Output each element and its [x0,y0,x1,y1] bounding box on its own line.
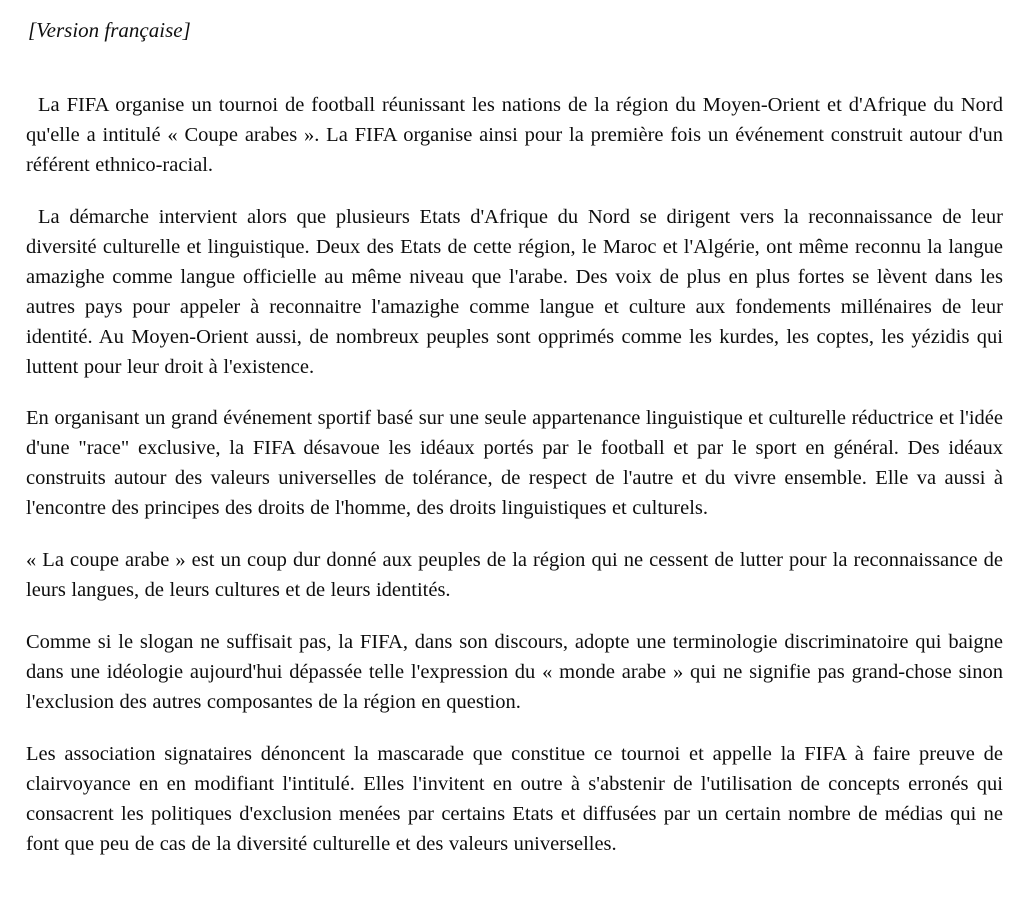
version-note: [Version française] [28,18,191,42]
paragraph: « La coupe arabe » est un coup dur donné aux peuples de la région qui ne cessent de lutter pour la reconnaissance de leurs langues, de leurs cultures et de leurs identités. [26,549,1003,602]
paragraph: La démarche intervient alors que plusieurs Etats d'Afrique du Nord se dirigent vers la reconnaissance de leur diversité culturelle et linguistique. Deux des Etats de cette région, le Maroc et l'Algérie, ont même reconnu la langue amazighe comme langue officielle au même niveau que l'arabe. Des voix de plus en plus fortes se lèvent dans les autres pays pour appeler à reconnaitre l'amazighe comme langue et culture aux fondements millénaires de leur identité. Au Moyen-Orient aussi, de nombreux peuples sont opprimés comme les kurdes, les coptes, les yézidis qui luttent pour leur droit à l'existence. [26,205,1003,378]
paragraph: Les association signataires dénoncent la mascarade que constitue ce tournoi et appelle la FIFA à faire preuve de clairvoyance en en modifiant l'intitulé. Elles l'invitent en outre à s'abstenir de l'utilisation de concepts erronés qui consacrent les politiques d'exclusion menées par certains Etats et diffusées par un certain nombre de médias qui ne font que peu de cas de la diversité culturelle et des valeurs universelles. [26,742,1003,855]
paragraph: La FIFA organise un tournoi de football réunissant les nations de la région du Moyen-Orient et d'Afrique du Nord qu'elle a intitulé « Coupe arabes ». La FIFA organise ainsi pour la première fois un événement construit autour d'un référent ethnico-racial. [26,94,1003,177]
paragraph: Comme si le slogan ne suffisait pas, la FIFA, dans son discours, adopte une terminologie discriminatoire qui baigne dans une idéologie aujourd'hui dépassée telle l'expression du « monde arabe » qui ne signifie pas grand-chose sinon l'exclusion des autres composantes de la région en question. [26,631,1003,713]
paragraph: En organisant un grand événement sportif basé sur une seule appartenance linguistique et culturelle réductrice et l'idée d'une "race" exclusive, la FIFA désavoue les idéaux portés par le football et par le sport en général. Des idéaux construits autour des valeurs universelles de tolérance, de respect de l'autre et du vivre ensemble. Elle va aussi à l'encontre des principes des droits de l'homme, des droits linguistiques et culturels. [26,407,1003,520]
document-body [26,91,1003,859]
